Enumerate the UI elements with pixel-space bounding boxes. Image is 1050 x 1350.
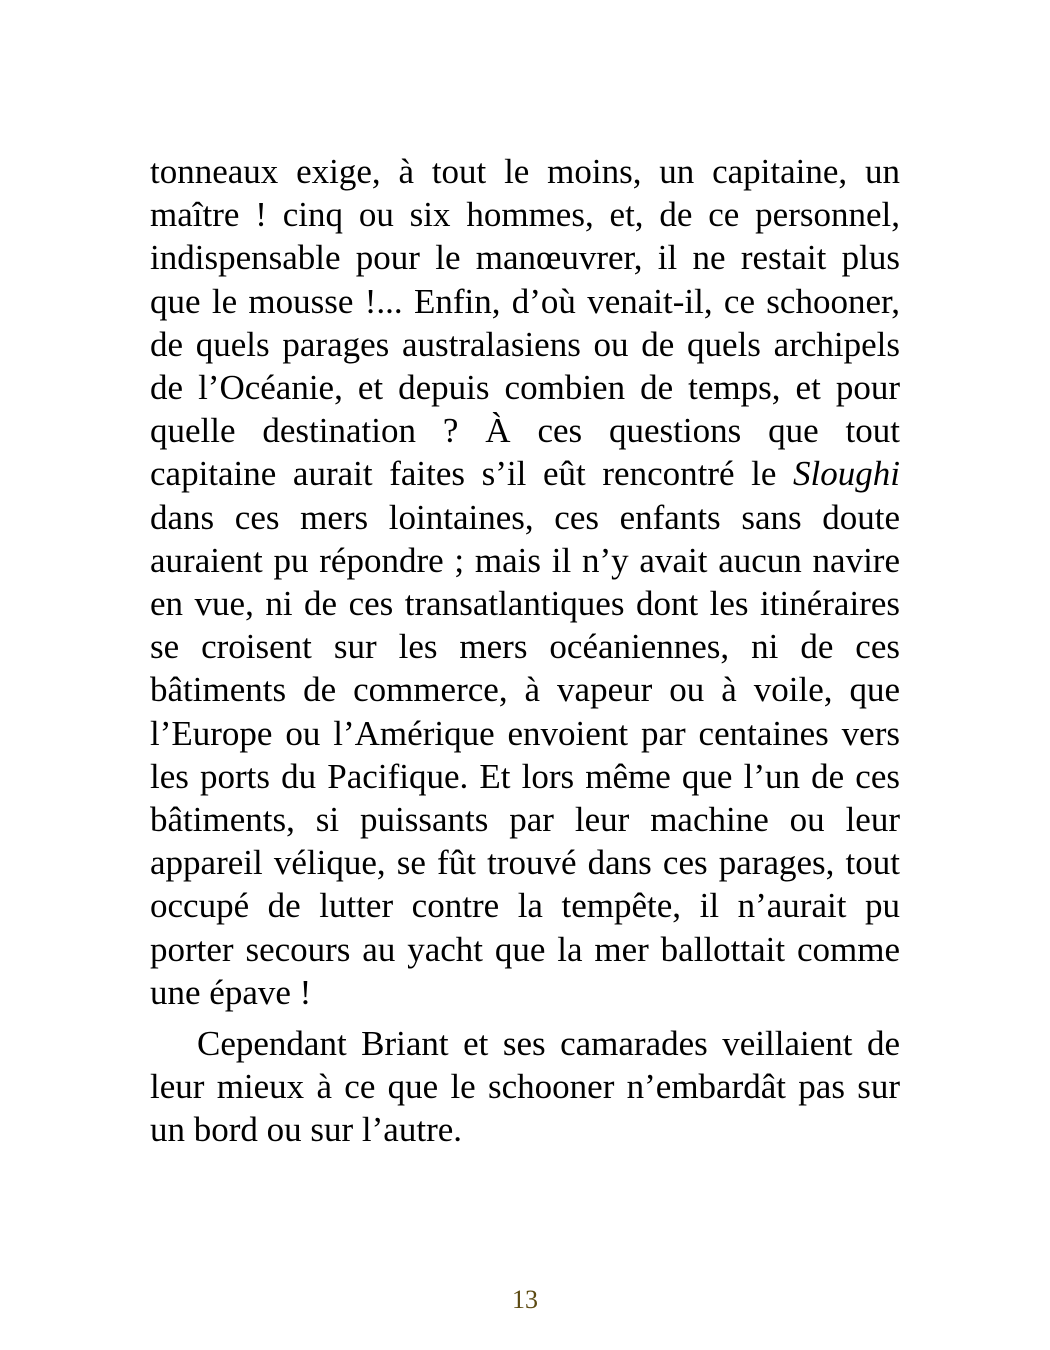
paragraph (150, 150, 900, 1014)
paragraph-text: dans ces mers lointaines, ces enfants sans doute auraient pu répondre ; mais il n’y avait aucun navire en vue, ni de ces transatlantiques dont les itinéraires se croisent sur les mers océaniennes, ni de ces bâtiments de commerce, à vapeur ou à voile, que l’Europe ou l’Amérique envoient par centaines vers les ports du Pacifique. Et lors même que l’un de ces bâtiments, si puissants par leur machine ou leur appareil vélique, se fût trouvé dans ces parages, tout occupé de lutter contre la tempête, il n’aurait pu porter secours au yacht que la mer ballottait comme une épave ! (150, 497, 900, 1012)
paragraph: Cependant Briant et ses camarades veillaient de leur mieux à ce que le schooner n’embardât pas sur un bord ou sur l’autre. (150, 1024, 900, 1150)
page-number: 13 (512, 1285, 538, 1314)
paragraph-text: tonneaux exige, à tout le moins, un capitaine, un maître ! cinq ou six hommes, et, de ce personnel, indispensable pour le manœuvrer, il ne restait plus que le mousse !... Enfin, d’où venait-il, ce schooner, de quels parages australasiens ou de quels archipels de l’Océanie, et depuis combien de temps, et pour quelle destination ? À ces questions que tout capitaine aurait faites s’il eût rencontré le (150, 152, 900, 494)
page-body-text (150, 150, 900, 1152)
ship-name: Sloughi (793, 454, 900, 494)
